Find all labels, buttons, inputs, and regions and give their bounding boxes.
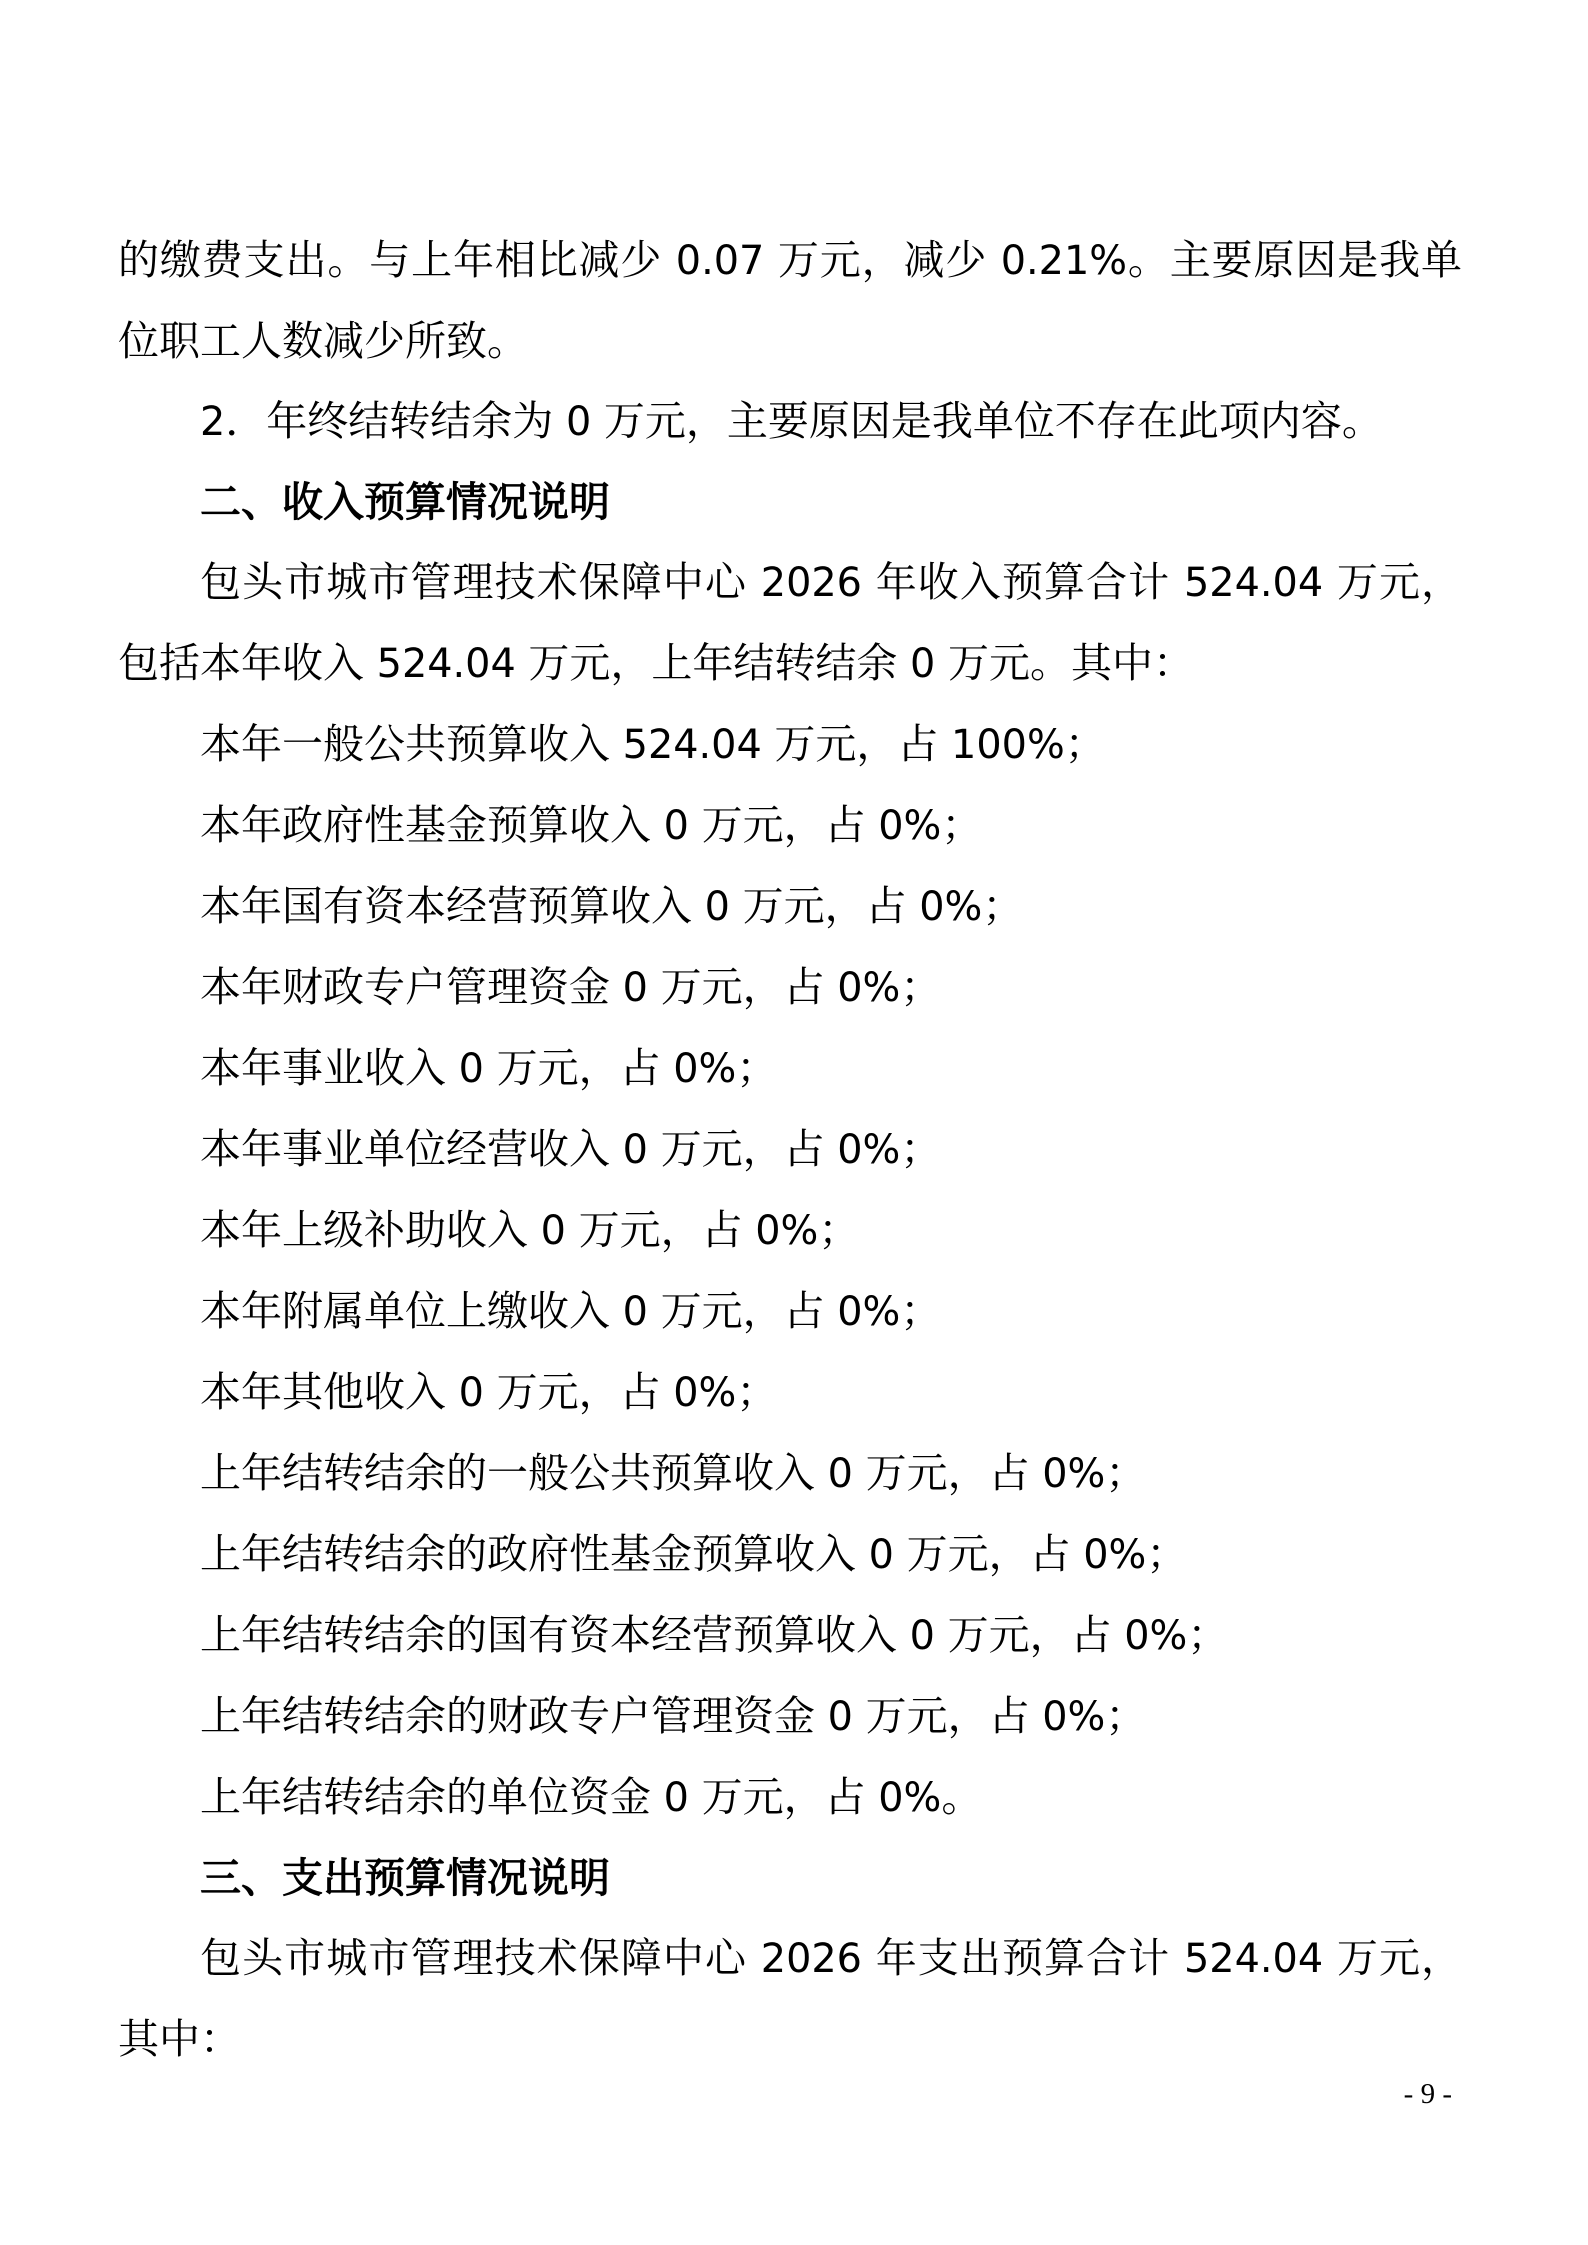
income-item-carryover-unit-funds: 上年结转结余的单位资金 0 万元，占 0%。 <box>200 1774 983 1821</box>
income-item-carryover-government-fund-budget: 上年结转结余的政府性基金预算收入 0 万元，占 0%； <box>200 1531 1188 1578</box>
income-item-fiscal-special-account: 本年财政专户管理资金 0 万元，占 0%； <box>200 964 942 1011</box>
income-item-institution-operating-income: 本年事业单位经营收入 0 万元，占 0%； <box>200 1126 942 1173</box>
heading-income-budget-section: 二、收入预算情况说明 <box>200 479 610 525</box>
income-item-state-capital-budget: 本年国有资本经营预算收入 0 万元，占 0%； <box>200 883 1024 930</box>
paragraph-income-budget-intro: 包头市城市管理技术保障中心 2026 年收入预算合计 524.04 万元，包括本年收入 524.04 万元，上年结转结余 0 万元。其中： <box>118 559 1463 687</box>
heading-expense-budget-section: 三、支出预算情况说明 <box>200 1855 610 1901</box>
income-item-affiliated-unit-remittance: 本年附属单位上缴收入 0 万元，占 0%； <box>200 1288 942 1335</box>
income-item-carryover-state-capital-budget: 上年结转结余的国有资本经营预算收入 0 万元，占 0%； <box>200 1612 1229 1659</box>
document-body <box>118 220 1462 2079</box>
income-item-government-fund-budget: 本年政府性基金预算收入 0 万元，占 0%； <box>200 802 983 849</box>
page-number: - 9 - <box>1403 2078 1452 2110</box>
income-item-carryover-general-public-budget: 上年结转结余的一般公共预算收入 0 万元，占 0%； <box>200 1450 1147 1497</box>
paragraph-item2-yearend-carryover: 2．年终结转结余为 0 万元，主要原因是我单位不存在此项内容。 <box>200 398 1383 445</box>
income-item-carryover-fiscal-special-account: 上年结转结余的财政专户管理资金 0 万元，占 0%； <box>200 1693 1147 1740</box>
income-item-general-public-budget: 本年一般公共预算收入 524.04 万元，占 100%； <box>200 721 1106 768</box>
paragraph-expense-budget-intro: 包头市城市管理技术保障中心 2026 年支出预算合计 524.04 万元，其中： <box>118 1935 1463 2062</box>
paragraph-pension-expense-change: 的缴费支出。与上年相比减少 0.07 万元，减少 0.21%。主要原因是我单位职工人数减少所致。 <box>118 237 1463 364</box>
income-item-other-income: 本年其他收入 0 万元，占 0%； <box>200 1369 778 1416</box>
income-item-superior-subsidy: 本年上级补助收入 0 万元，占 0%； <box>200 1207 860 1254</box>
income-item-institution-income: 本年事业收入 0 万元，占 0%； <box>200 1045 778 1092</box>
